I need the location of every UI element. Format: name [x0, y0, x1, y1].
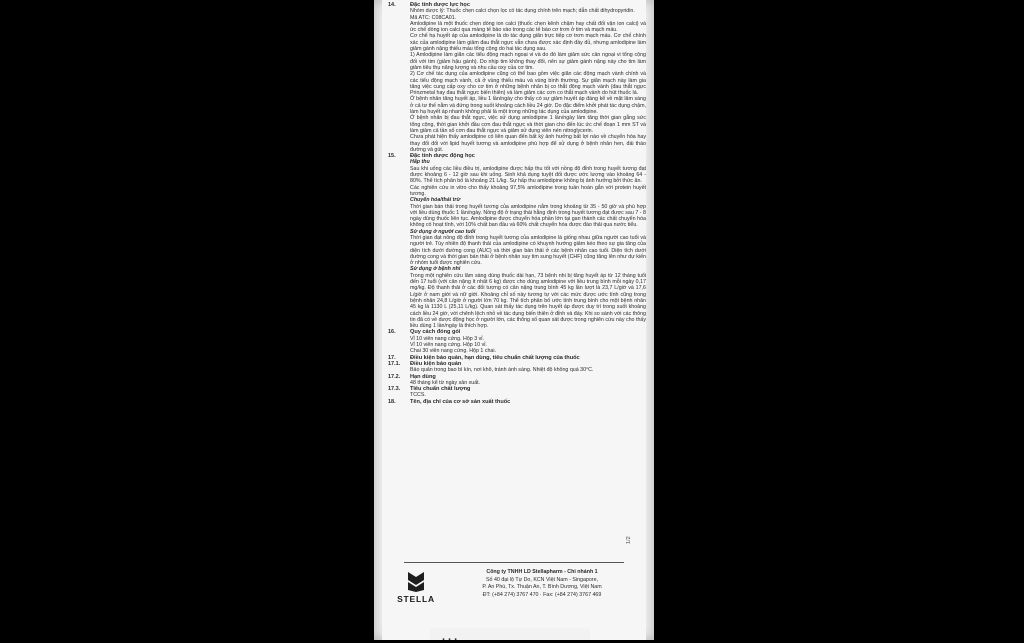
paragraph: Mã ATC: C08CA01.: [410, 14, 457, 21]
subsection-heading: Hấp thu: [410, 159, 430, 166]
address-line-2: P. An Phú, Tx. Thuận An, T. Bình Dương, Việt Nam: [482, 584, 602, 591]
section-body: [410, 2, 646, 153]
section-number: 17.2.: [388, 373, 401, 380]
paragraph: Sau khi uống các liều điều trị, amlodipine được hấp thu tốt với nồng độ đỉnh trong huyết tương đạt được khoảng 6 - 12 giờ sau khi uống. Sinh khả dụng tuyệt đối được ước lượng vào khoảng 64 - 80%. Thể tích phân bố là khoảng 21 L/kg. Sự hấp thu amlodipine không bị ảnh hưởng bởi thức ăn.: [410, 165, 646, 185]
section-heading: Tên, địa chỉ của cơ sở sản xuất thuốc: [410, 398, 511, 405]
section-number: 17.1.: [388, 360, 401, 367]
section-heading: Đặc tính dược lực học: [410, 2, 470, 8]
section-16: [388, 329, 646, 354]
paragraph: Ở bệnh nhân bị đau thắt ngực, việc sử dụng amlodipine 1 lần/ngày làm tăng thời gian gắng sức tổng cộng, thời gian khởi đầu cơn đau thắt ngực và thời gian cho đến lúc ức chế đoạn 1 mm ST và làm giảm cả tần số cơn đau thắt ngực và giảm sử dụng viên nén nitroglycerin.: [410, 115, 646, 134]
logo-text: STELLA: [397, 594, 435, 604]
section-number: 15.: [388, 153, 396, 160]
manufacturer-footer: [382, 562, 646, 612]
subsection-heading: Sử dụng ở người cao tuổi: [410, 228, 476, 235]
address-line-1: Số 40 đại lộ Tự Do, KCN Việt Nam - Singapore,: [486, 576, 598, 583]
section-17-1: [388, 361, 646, 374]
paragraph: Nhóm dược lý: Thuốc chẹn calci chọn lọc có tác dụng chính trên mạch; dẫn chất dihydropyridin.: [410, 8, 635, 15]
paragraph: Chưa phát hiện thấy amlodipine có liên quan đến bất kỳ ảnh hưởng bất lợi nào về chuyển hóa hay thay đổi đối với lipid huyết tương và amlodipine phù hợp để sử dụng ở bệnh nhân hen, đái tháo đường và gút.: [410, 134, 646, 153]
subsection-heading: Chuyển hóa/thải trừ: [410, 197, 461, 204]
document-content: [388, 2, 646, 405]
section-17-2: [388, 374, 646, 387]
paragraph: Vỉ 10 viên nang cứng. Hộp 3 vỉ.: [410, 335, 484, 342]
paragraph: 48 tháng kể từ ngày sản xuất.: [410, 379, 481, 386]
section-heading: Hạn dùng: [410, 373, 436, 380]
paragraph: Thời gian đạt nồng độ đỉnh trong huyết tương của amlodipine là giống nhau giữa người cao tuổi và người trẻ. Tùy nhiên độ thanh thải của amlodipine có khuynh hướng giảm kéo theo sự gia tăng của diện tích dưới đường cong (AUC) và thời gian bán thải ở các bệnh nhân cao tuổi. Diện tích dưới đường cong và thời gian bán thải ở bệnh nhân suy tim sung huyết (CHF) cũng tăng lên như dự kiến ở nhóm tuổi được nghiên cứu.: [410, 234, 646, 267]
paragraph: Thời gian bán thải trong huyết tương của amlodipine nằm trong khoảng từ 35 - 50 giờ và phù hợp với liều dùng thuốc 1 lần/ngày. Nồng độ ở trạng thái hằng định trong huyết tương đạt được sau 7 - 8 ngày dùng thuốc liên tục. Amlodipine được chuyển hóa phần lớn tại gan thành các chất chuyển hóa không có hoạt tính, với 10% chất ban đầu và 60% chất chuyển hóa được đào thải qua nước tiểu.: [410, 203, 646, 229]
next-page-text: ...: [442, 631, 461, 643]
next-page-fragment: [430, 628, 590, 643]
section-body: [410, 361, 646, 374]
paragraph: Trong một nghiên cứu lâm sàng dùng thuốc dài hạn, 73 bệnh nhi bị tăng huyết áp từ 12 tháng tuổi đến 17 tuổi (với cân nặng ít nhất 6 kg) được cho dùng amlodipine với liều trung bình mỗi ngày 0,17 mg/kg. Độ thanh thải ở các đối tượng có cân nặng trung bình 45 kg lần lượt là 23,7 L/giờ và 17,6 L/giờ ở nam giới và nữ giới. Khoảng chỉ số này tương tự với các mức được ước tính cũng trong bệnh nhân 24,8 L/giờ ở người lớn 70 kg. Thể tích phân bố ước tính trung bình cho một bệnh nhân 45 kg là 1130 L (25,11 L/kg). Quan sát thấy tác dụng trên huyết áp được duy trì trong suốt khoảng cách liều 24 giờ, với chênh lệch nhỏ về tác dụng biến thiên ở đỉnh và đáy. Khi so sánh với các thông tin đã có về dược động học ở người lớn, các thông số quan sát được trong nghiên cứu này cho thấy liều dùng 1 lần/ngày là thích hợp.: [410, 272, 646, 330]
paragraph: Ở bệnh nhân tăng huyết áp, liều 1 lần/ngày cho thấy có sự giảm huyết áp đáng kể về mặt lâm sàng ở cả tư thế nằm và đứng trong suốt khoảng cách liều 24 giờ. Do đặc điểm khởi phát tác dụng chậm, làm hạ huyết áp nhanh không phải là một trong những tác dụng của amlodipine.: [410, 96, 646, 116]
manufacturer-address: [452, 569, 632, 599]
document-sheet: [374, 0, 654, 640]
section-body: [410, 386, 646, 399]
section-heading: Quy cách đóng gói: [410, 329, 461, 336]
section-number: 14.: [388, 2, 396, 8]
section-body: [410, 399, 646, 405]
section-number: 18.: [388, 398, 396, 405]
section-heading: Điều kiện bảo quản, hạn dùng, tiêu chuẩn chất lượng của thuốc: [410, 354, 580, 361]
subsection-heading: Sử dụng ở bệnh nhi: [410, 266, 461, 273]
page-number: 1/2: [626, 536, 632, 544]
section-body: [410, 153, 646, 329]
paragraph: Các nghiên cứu in vitro cho thấy khoảng 97,5% amlodipine trong tuần hoàn gắn với protein huyết tương.: [410, 184, 646, 197]
stella-logo: [394, 570, 438, 610]
section-number: 17.: [388, 354, 396, 361]
section-15: [388, 153, 646, 329]
paragraph: Chai 30 viên nang cứng. Hộp 1 chai.: [410, 348, 496, 355]
paragraph: 2) Cơ chế tác dụng của amlodipine cũng có thể bao gồm việc giãn các động mạch vành chính và các tiểu động mạch vành, cả ở vùng thiếu máu và vùng bình thường. Sự giãn mạch này làm gia tăng việc cung cấp oxy cho cơ tim ở những bệnh nhân bị co thắt động mạch vành (đau thắt ngực Prinzmetal hay đau thắt ngực biến thiên) và làm giảm các cơn co thắt mạch vành do hút thuốc lá.: [410, 71, 646, 97]
section-18: [388, 399, 646, 405]
paragraph: Amlodipine là một thuốc chẹn dòng ion calci (thuốc chẹn kênh chậm hay chất đối vận ion calci) và ức chế dòng ion calci qua màng tế bào vào trong các tế bào cơ trơn ở tim và mạch máu.: [410, 20, 646, 34]
section-heading: Điều kiện bảo quản: [410, 360, 462, 367]
section-body: [410, 329, 646, 354]
section-17-3: [388, 386, 646, 399]
footer-divider: [404, 562, 624, 563]
leaflet-page: [382, 0, 646, 640]
paragraph: TCCS.: [410, 392, 426, 399]
paragraph: 1) Amlodipine làm giãn các tiểu động mạch ngoại vi và do đó làm giảm sức cản ngoại vi tổng cộng đối với tim (giảm hậu gánh). Do nhịp tim không thay đổi, nên sự giảm gánh nặng này cho tim làm giảm tiêu thụ năng lượng và nhu cầu oxy của cơ tim.: [410, 52, 646, 71]
stella-logo-icon: [405, 570, 427, 592]
paragraph: Bảo quản trong bao bì kín, nơi khô, tránh ánh sáng. Nhiệt độ không quá 30°C.: [410, 367, 594, 374]
section-heading: Tiêu chuẩn chất lượng: [410, 386, 471, 393]
paragraph: Vỉ 10 viên nang cứng. Hộp 10 vỉ.: [410, 342, 487, 349]
phone-fax: ĐT: (+84 274) 3767 470 · Fax: (+84 274) 3767 469: [482, 591, 602, 598]
section-14: [388, 2, 646, 153]
company-name: Công ty TNHH LD Stellapharm - Chi nhánh 1: [486, 569, 598, 575]
section-body: [410, 374, 646, 387]
section-number: 16.: [388, 329, 396, 336]
section-heading: Đặc tính dược động học: [410, 153, 475, 160]
section-number: 17.3.: [388, 386, 401, 393]
paragraph: Cơ chế hạ huyết áp của amlodipine là do tác dụng giãn trực tiếp cơ trơn mạch máu. Cơ chế chính xác của amlodipine làm giảm đau thắt ngực vẫn chưa được xác định đầy đủ, nhưng amlodipine làm giảm gánh nặng thiếu máu tổng cộng do hai tác dụng sau.: [410, 33, 646, 53]
